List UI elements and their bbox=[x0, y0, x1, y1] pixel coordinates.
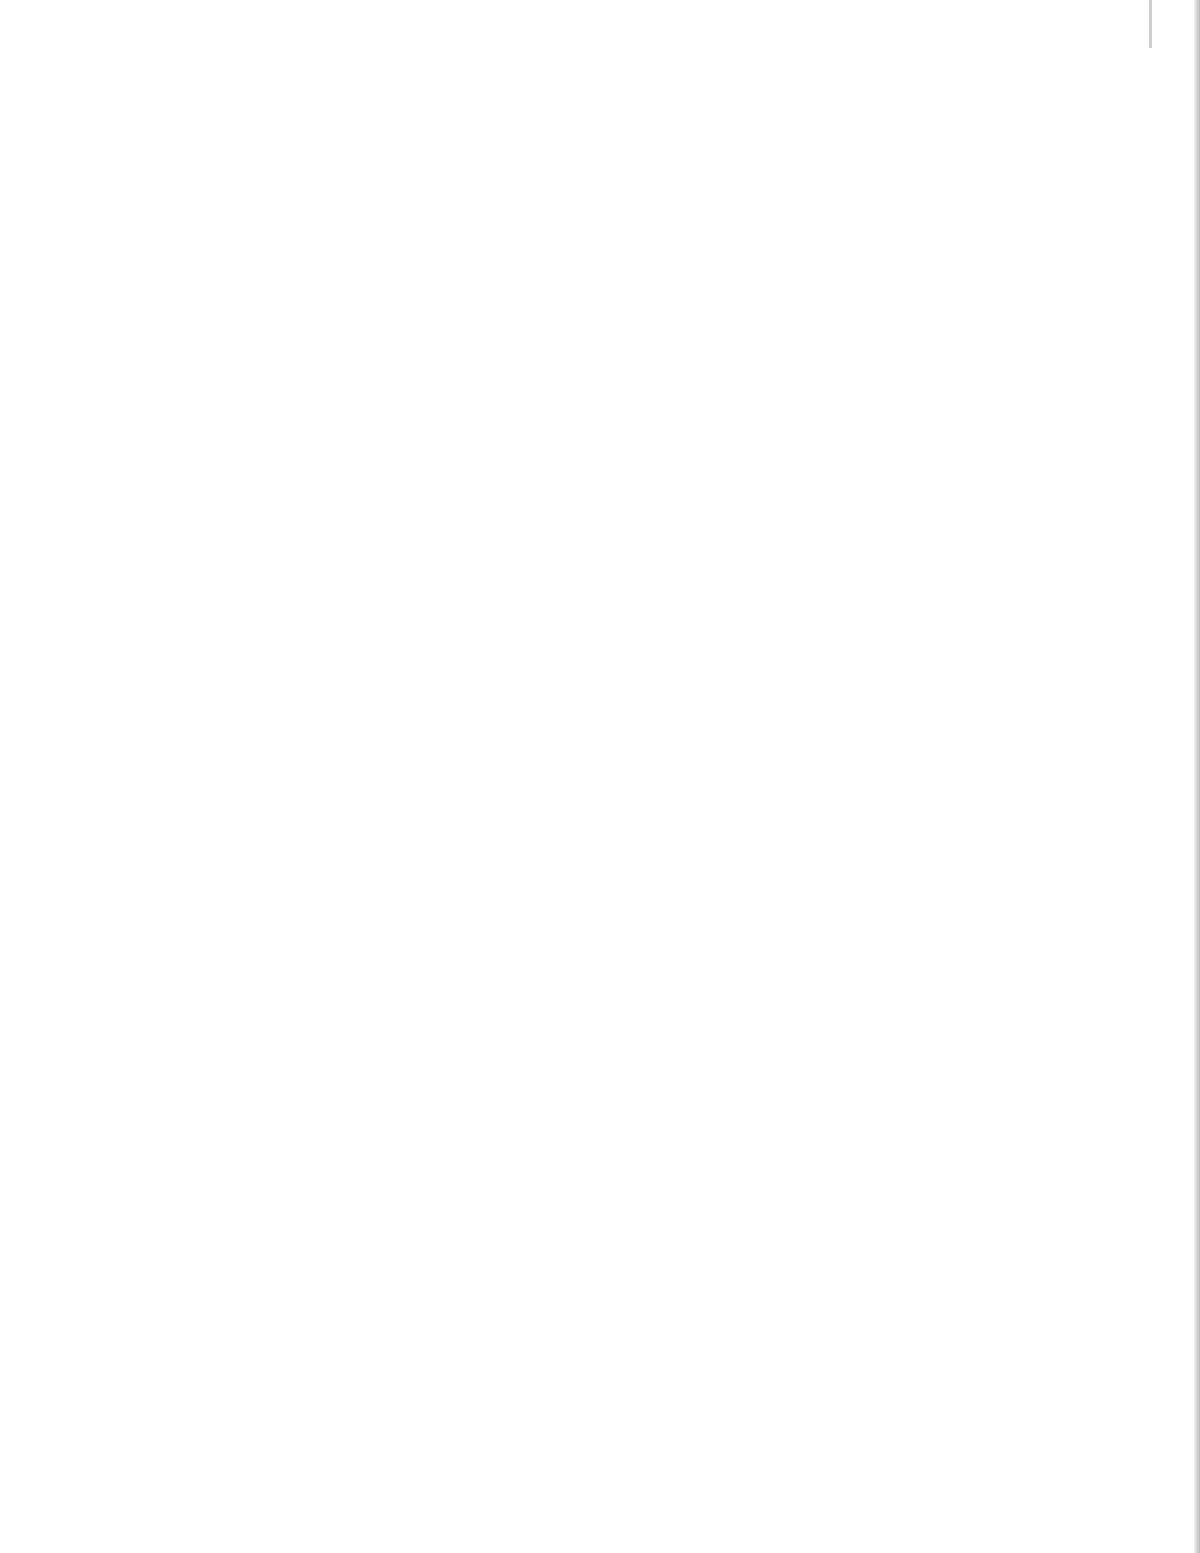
scan-edge-mark bbox=[1149, 0, 1152, 48]
scan-edge-shadow bbox=[1194, 0, 1200, 1553]
document-body bbox=[203, 107, 1063, 133]
